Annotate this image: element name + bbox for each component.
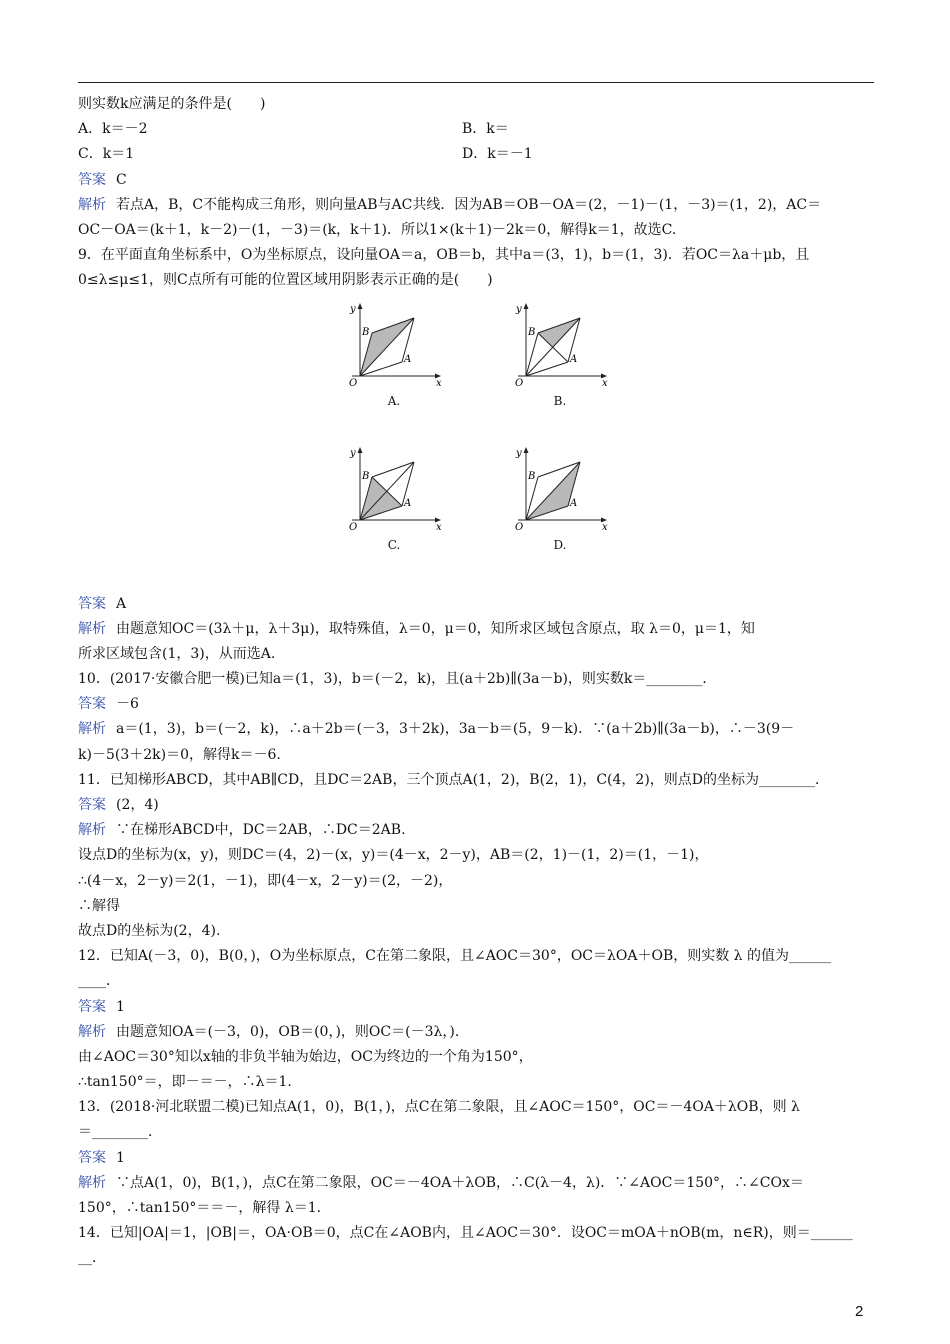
q12-answer-value: 1 <box>116 998 125 1015</box>
q8-option-a: A．k＝－2 <box>78 121 148 138</box>
q8-options-row-2 <box>78 142 874 167</box>
q9-stem-line-1: 9．在平面直角坐标系中，O为坐标原点，设向量OA＝a，OB＝b，其中a＝(3，1)，b＝(1，3)．若OC＝λa＋μb，且 <box>78 247 810 264</box>
q9-figures <box>78 294 874 592</box>
q10-analysis-text-1: a＝(1，3)，b＝(－2，k)，∴a＋2b＝(－3，3＋2k)，3a－b＝(5，9－k)．∵(a＋2b)∥(3a－b)，∴－3(9－ <box>116 721 795 738</box>
point-a-label: A <box>570 497 578 509</box>
q11-stem: 11．已知梯形ABCD，其中AB∥CD，且DC＝2AB，三个顶点A(1，2)，B(2，1)，C(4，2)，则点D的坐标为________． <box>78 771 830 788</box>
answer-label: 答案 <box>78 797 106 813</box>
analysis-label: 解析 <box>78 620 106 637</box>
q13-stem-line-1: 13．(2018·河北联盟二模)已知点A(1，0)，B(1，)，点C在第二象限，且∠AOC＝150°，OC＝－4OA＋λOB，则 λ <box>78 1099 800 1116</box>
caption-b: B. <box>553 393 567 408</box>
analysis-label: 解析 <box>78 196 106 213</box>
q13-analysis-line-2: 150°，∴tan150°＝＝－，解得 λ＝1. <box>78 1200 322 1216</box>
q12-analysis-text-1: 由题意知OA＝(－3，0)，OB＝(0，)，则OC＝(－3λ，)． <box>116 1023 469 1040</box>
figure-b <box>504 300 614 408</box>
point-b-label: B <box>528 470 536 482</box>
q13-answer-value: 1 <box>116 1149 125 1166</box>
figure-a-svg <box>338 300 448 386</box>
figure-c-svg <box>338 444 448 530</box>
analysis-label: 解析 <box>78 1023 106 1040</box>
q10-analysis-line-1 <box>78 717 874 742</box>
q9-stem-line-2: 0≤λ≤μ≤1，则C点所有可能的位置区域用阴影表示正确的是( ) <box>78 272 493 289</box>
answer-label: 答案 <box>78 998 106 1015</box>
origin-label: O <box>349 377 358 386</box>
q12-analysis-line-1 <box>78 1020 874 1045</box>
figure-c <box>338 444 448 552</box>
point-a-label: A <box>404 497 412 509</box>
q11-analysis-line-2: 设点D的坐标为(x，y)，则DC＝(4，2)－(x，y)＝(4－x，2－y)，AB＝(2，1)－(1，2)＝(1，－1)， <box>78 847 709 864</box>
point-b-label: B <box>528 326 536 338</box>
y-axis-label: y <box>516 303 522 315</box>
x-axis-label: x <box>436 521 442 530</box>
x-axis-label: x <box>436 377 442 386</box>
q13-answer <box>78 1146 874 1171</box>
figure-b-svg <box>504 300 614 386</box>
analysis-label: 解析 <box>78 1174 106 1191</box>
point-a-label: A <box>404 353 412 365</box>
q13-stem-line-2: ＝________． <box>78 1124 162 1141</box>
q10-stem: 10．(2017·安徽合肥一模)已知a＝(1，3)，b＝(－2，k)，且(a＋2b)∥(3a－b)，则实数k＝________． <box>78 671 717 688</box>
y-axis-label: y <box>350 447 356 459</box>
q12-analysis-line-3: ∴tan150°＝，即－＝－，∴λ＝1. <box>78 1074 292 1091</box>
x-axis-label: x <box>602 521 608 530</box>
q8-option-d: D．k＝－1 <box>462 146 533 163</box>
q11-analysis-line-1 <box>78 818 874 843</box>
origin-label: O <box>515 377 524 386</box>
q14-stem-line-1: 14．已知|OA|＝1，|OB|＝，OA·OB＝0，点C在∠AOB内，且∠AOC＝30°．设OC＝mOA＋nOB(m，n∈R)，则＝______ <box>78 1225 853 1242</box>
q11-answer-value: (2，4) <box>116 797 159 813</box>
q8-option-b: B．k＝ <box>462 121 509 138</box>
q8-answer <box>78 168 874 193</box>
answer-label: 答案 <box>78 595 106 612</box>
q12-analysis-line-2: 由∠AOC＝30°知以x轴的非负半轴为始边，OC为终边的一个角为150°， <box>78 1048 533 1065</box>
q9-answer-value: A <box>116 595 127 612</box>
y-axis-label: y <box>516 447 522 459</box>
point-b-label: B <box>362 326 370 338</box>
analysis-label: 解析 <box>78 822 106 839</box>
q13-analysis-line-1 <box>78 1171 874 1196</box>
q12-stem-line-2: ____． <box>78 973 120 990</box>
q11-analysis-text-1: ∵在梯形ABCD中，DC＝2AB，∴DC＝2AB. <box>116 822 406 839</box>
q12-answer <box>78 995 874 1020</box>
x-axis-label: x <box>602 377 608 386</box>
q12-stem-line-1: 12．已知A(－3，0)，B(0，)，O为坐标原点，C在第二象限，且∠AOC＝30°，OC＝λOA＋OB，则实数 λ 的值为______ <box>78 948 832 965</box>
q11-analysis-line-5: 故点D的坐标为(2，4). <box>78 922 221 939</box>
figure-d-svg <box>504 444 614 530</box>
q9-answer <box>78 592 874 617</box>
q8-analysis-line-1 <box>78 193 874 218</box>
answer-label: 答案 <box>78 696 106 713</box>
answer-label: 答案 <box>78 171 106 188</box>
q11-analysis-line-3: ∴(4－x，2－y)＝2(1，－1)，即(4－x，2－y)＝(2，－2)， <box>78 872 453 889</box>
point-a-label: A <box>570 353 578 365</box>
caption-c: C. <box>387 537 401 552</box>
origin-label: O <box>349 521 358 530</box>
q9-analysis-line-2: 所求区域包含(1，3)，从而选A. <box>78 645 276 662</box>
header-rule <box>78 82 874 83</box>
q13-analysis-text-1: ∵点A(1，0)，B(1，)，点C在第二象限，OC＝－4OA＋λOB，∴C(λ－4，λ)．∵∠AOC＝150°，∴∠COx＝ <box>116 1174 804 1191</box>
figure-d <box>504 444 614 552</box>
q11-answer <box>78 793 874 818</box>
caption-a: A. <box>387 393 401 408</box>
q8-options-row-1 <box>78 117 874 142</box>
q10-answer-value: －6 <box>116 696 139 713</box>
q14-stem-line-2: __． <box>78 1250 106 1267</box>
y-axis-label: y <box>350 303 356 315</box>
point-b-label: B <box>362 470 370 482</box>
q10-answer <box>78 692 874 717</box>
page-content <box>78 92 874 1272</box>
origin-label: O <box>515 521 524 530</box>
q8-analysis-line-2: OC－OA＝(k＋1，k－2)－(1，－3)＝(k，k＋1)．所以1×(k＋1)－2k＝0，解得k＝1，故选C. <box>78 221 677 238</box>
figure-a <box>338 300 448 408</box>
q8-option-c: C．k＝1 <box>78 146 135 163</box>
q9-analysis-line-1 <box>78 617 874 642</box>
answer-label: 答案 <box>78 1149 106 1166</box>
page-number: 2 <box>855 1303 864 1320</box>
q8-answer-value: C <box>116 171 127 188</box>
q11-analysis-line-4: ∴解得 <box>78 897 120 914</box>
q8-analysis-text-1: 若点A，B，C不能构成三角形，则向量AB与AC共线．因为AB＝OB－OA＝(2，－1)－(1，－3)＝(1，2)，AC＝ <box>116 196 822 213</box>
q10-analysis-line-2: k)－5(3＋2k)＝0，解得k＝－6. <box>78 746 281 763</box>
q8-stem-tail: 则实数k应满足的条件是( ) <box>78 96 266 112</box>
q9-analysis-text-1: 由题意知OC＝(3λ＋μ，λ＋3μ)，取特殊值，λ＝0，μ＝0，知所求区域包含原点，取 λ＝0，μ＝1，知 <box>116 620 755 637</box>
analysis-label: 解析 <box>78 721 106 738</box>
caption-d: D. <box>553 537 567 552</box>
